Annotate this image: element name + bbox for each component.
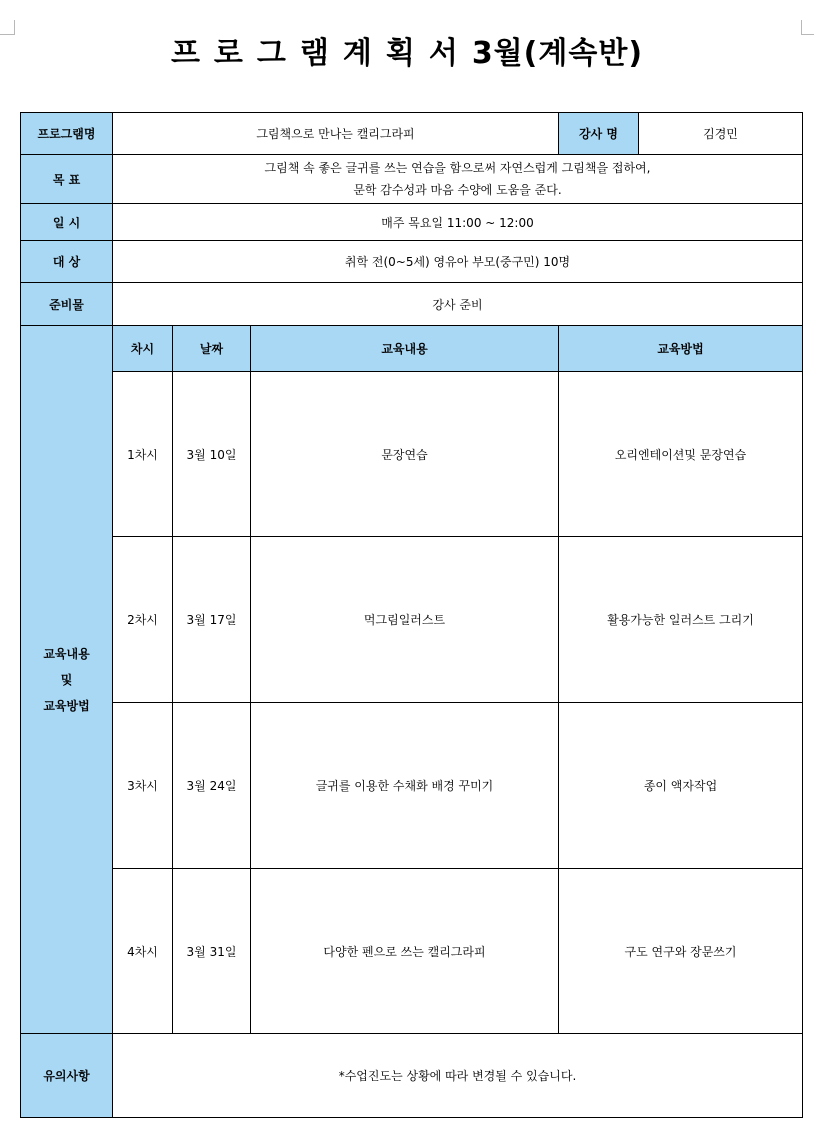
session-number: 1차시 [113, 372, 173, 537]
program-name-value: 그림책으로 만나는 캘리그라피 [113, 113, 559, 155]
goal-line-2: 문학 감수성과 마음 수양에 도움을 준다. [353, 183, 562, 197]
session-date: 3월 31일 [173, 869, 251, 1034]
goal-line-1: 그림책 속 좋은 글귀를 쓰는 연습을 함으로써 자연스럽게 그림책을 접하여, [264, 161, 651, 175]
session-date: 3월 17일 [173, 537, 251, 703]
target-label: 대 상 [21, 241, 113, 283]
session-date: 3월 24일 [173, 703, 251, 869]
program-row [21, 113, 803, 155]
goal-label: 목 표 [21, 155, 113, 204]
curriculum-side-label-line-3: 교육방법 [43, 698, 90, 713]
session-row [21, 703, 803, 869]
session-number: 4차시 [113, 869, 173, 1034]
goal-row [21, 155, 803, 204]
goal-value [113, 155, 803, 204]
curriculum-side-label [21, 326, 113, 1034]
session-content: 문장연습 [251, 372, 559, 537]
supplies-label: 준비물 [21, 283, 113, 326]
header-method: 교육방법 [559, 326, 803, 372]
session-date: 3월 10일 [173, 372, 251, 537]
document-title [0, 28, 814, 72]
session-method: 활용가능한 일러스트 그리기 [559, 537, 803, 703]
title-main: 프로그램계획서 [170, 36, 472, 71]
target-value: 취학 전(0~5세) 영유아 부모(중구민) 10명 [113, 241, 803, 283]
session-method: 오리엔테이션및 문장연습 [559, 372, 803, 537]
program-plan-table [20, 112, 803, 1118]
date-row [21, 204, 803, 241]
session-content: 다양한 펜으로 쓰는 캘리그라피 [251, 869, 559, 1034]
target-row [21, 241, 803, 283]
session-content: 글귀를 이용한 수채화 배경 꾸미기 [251, 703, 559, 869]
header-session: 차시 [113, 326, 173, 372]
instructor-label: 강사 명 [559, 113, 639, 155]
notes-value: *수업진도는 상황에 따라 변경될 수 있습니다. [113, 1034, 803, 1118]
header-date: 날짜 [173, 326, 251, 372]
header-content: 교육내용 [251, 326, 559, 372]
curriculum-side-label-line-2: 및 [60, 672, 73, 687]
session-row [21, 372, 803, 537]
notes-label: 유의사항 [21, 1034, 113, 1118]
date-label: 일 시 [21, 204, 113, 241]
session-method: 종이 액자작업 [559, 703, 803, 869]
session-content: 먹그림일러스트 [251, 537, 559, 703]
session-number: 2차시 [113, 537, 173, 703]
curriculum-side-label-line-1: 교육내용 [43, 646, 90, 661]
session-row [21, 537, 803, 703]
notes-row [21, 1034, 803, 1118]
session-row [21, 869, 803, 1034]
title-month: 3월 [471, 36, 524, 71]
date-value: 매주 목요일 11:00 ~ 12:00 [113, 204, 803, 241]
program-name-label: 프로그램명 [21, 113, 113, 155]
session-method: 구도 연구와 장문쓰기 [559, 869, 803, 1034]
instructor-value: 김경민 [639, 113, 803, 155]
title-suffix: (계속반) [523, 36, 644, 71]
supplies-value: 강사 준비 [113, 283, 803, 326]
curriculum-header-row [21, 326, 803, 372]
session-number: 3차시 [113, 703, 173, 869]
supplies-row [21, 283, 803, 326]
